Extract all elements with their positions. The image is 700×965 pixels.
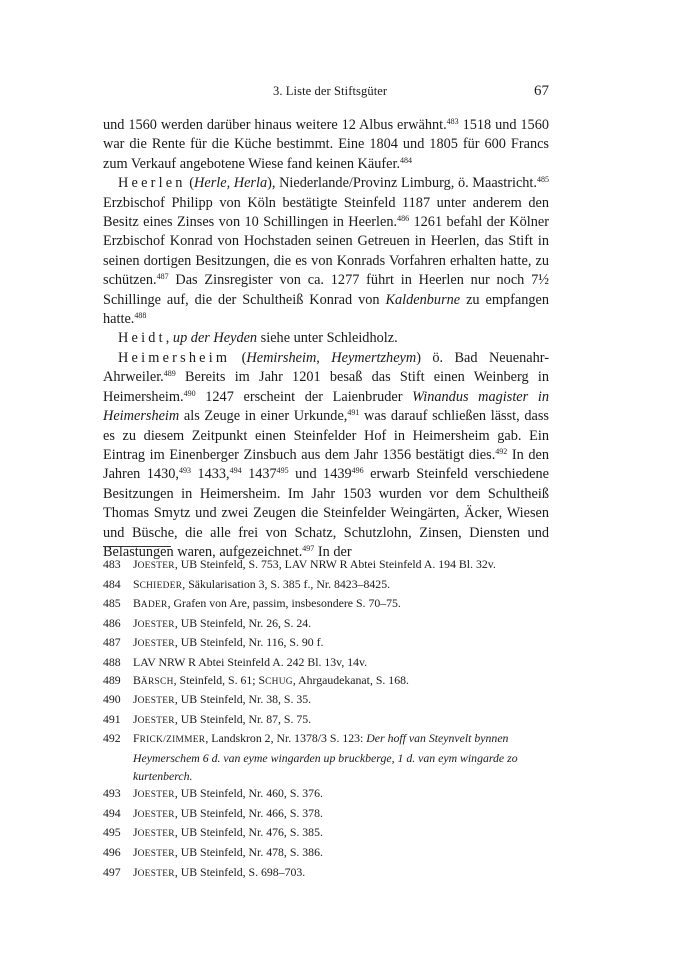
footnote-ref[interactable]: 483	[446, 117, 459, 126]
footnote-number: 497	[103, 864, 121, 879]
footnote-number: 494	[103, 805, 121, 820]
footnote-number: 485	[103, 596, 121, 611]
footnote-ref[interactable]: 488	[134, 311, 147, 321]
footnote-number: 495	[103, 825, 121, 840]
footnote-ref[interactable]: 496	[351, 466, 364, 476]
footnote: 489 BÄRSCH, Steinfeld, S. 61; SCHUG, Ahrgaudekanat, S. 168.	[103, 672, 549, 692]
footnote: 497 JOESTER, UB Steinfeld, S. 698–703.	[103, 864, 549, 884]
footnote: 484 SCHIEDER, Säkularisation 3, S. 385 f., Nr. 8423–8425.	[103, 576, 549, 596]
entry-heerlen: Heerlen (Herle, Herla), Niederlande/Provinz Limburg, ö. Maastricht.$^{485}$ Erzbischof Philipp von Köln bestätigte Steinfeld 1187 unter anderem den Besitz eines Zinses von 10 Schillingen in Heerlen.$^{486}$ 1261 befahl der Kölner Erzbischof Konrad von Hochstaden seinen Getreuen in Heerlen, das Stift in seinen dortigen Besitzungen, die es von Konrads Vorfahren erhalten hatte, zu schützen.$^{487}$ Das Zinsregister von ca. 1277 führt in Heerlen nur noch 7½ Schillinge auf, die der Schultheiß Konrad von Kaldenburne zu empfangen hatte.$^{488}$	[103, 175, 549, 328]
footnotes	[103, 556, 549, 883]
place-name: Heerlen	[118, 175, 186, 192]
paragraph-continuation: und 1560 werden darüber hinaus weitere 12 Albus erwähnt.$^{483}$ 1518 und 1560 war die Rente für die Küche bestimmt. Eine 1804 und 1805 für 600 Francs zum Verkauf angebotene Wiese fand keinen Käufer.$^{484}$	[103, 117, 550, 172]
footnote-ref[interactable]: 495	[276, 466, 289, 476]
footnote-ref[interactable]: 491	[347, 408, 360, 418]
place-name: Heimersheim	[118, 349, 231, 366]
footnote: 487 JOESTER, UB Steinfeld, Nr. 116, S. 90 f.	[103, 634, 549, 654]
footnote: 486 JOESTER, UB Steinfeld, Nr. 26, S. 24.	[103, 615, 549, 635]
footnote-ref[interactable]: 493	[178, 466, 191, 476]
footnote-divider	[103, 546, 171, 547]
footnote-number: 491	[103, 711, 121, 726]
entry-heimersheim: Heimersheim (Hemirsheim, Heymertzheym) ö. Bad Neuenahr-Ahrweiler.$^{489}$ Bereits im Jahr 1201 besaß das Stift einen Weinberg in Heimersheim.$^{490}$ 1247 erscheint der Laienbruder Winandus magister in Heimersheim als Zeuge in einer Urkunde,$^{491}$ was darauf schließen lässt, dass es zu diesem Zeitpunkt einen Steinfelder Hof in Heimersheim gab. Ein Eintrag im Einenberger Zinsbuch aus dem Jahr 1356 bestätigt dies.$^{492}$ In den Jahren 1430,$^{493}$ 1433,$^{494}$ 1437$^{495}$ und 1439$^{496}$ erwarb Steinfeld verschiedene Besitzungen in Heimersheim. Im Jahr 1503 wurden vor dem Schultheiß Thomas Smytz und zwei Zeugen die Steinfelder Weingärten, Äcker, Wiesen und Büsche, die alle frei von Schatz, Schutzlohn, Zinsen, Diensten und Belastungen waren, aufgezeichnet.$^{497}$ In der	[103, 349, 550, 560]
footnote: 492 FRICK/ZIMMER, Landskron 2, Nr. 1378/3 S. 123: Der hoff van Steynvelt bynnen Heymerschem 6 d. van eyme wingarden up bruckberge, 1 d. van eym wingarde zo kurtenberch.	[103, 730, 549, 785]
footnote: 494 JOESTER, UB Steinfeld, Nr. 466, S. 378.	[103, 805, 549, 825]
footnote-ref[interactable]: 489	[163, 369, 176, 379]
footnote-ref[interactable]: 487	[156, 272, 169, 282]
footnote-number: 486	[103, 615, 121, 630]
footnote: 488 LAV NRW R Abtei Steinfeld A. 242 Bl. 13v, 14v.	[103, 654, 549, 672]
page-header	[103, 84, 549, 104]
footnote-ref[interactable]: 486	[397, 214, 410, 224]
place-name: Heidt	[118, 330, 166, 347]
main-text	[103, 116, 549, 562]
running-title: 3. Liste der Stiftsgüter	[273, 84, 388, 98]
footnote: 495 JOESTER, UB Steinfeld, Nr. 476, S. 385.	[103, 824, 549, 844]
footnote-ref[interactable]: 490	[183, 388, 196, 398]
footnote-ref[interactable]: 494	[229, 466, 242, 476]
entry-heidt: Heidt, up der Heyden siehe unter Schleidholz.	[118, 330, 398, 347]
footnote-number: 484	[103, 576, 121, 591]
footnote-ref[interactable]: 485	[536, 175, 549, 185]
footnote: 491 JOESTER, UB Steinfeld, Nr. 87, S. 75.	[103, 711, 549, 731]
footnote-number: 488	[103, 654, 121, 669]
footnote: 493 JOESTER, UB Steinfeld, Nr. 460, S. 376.	[103, 785, 549, 805]
footnote: 483 JOESTER, UB Steinfeld, S. 753, LAV NRW R Abtei Steinfeld A. 194 Bl. 32v.	[103, 556, 549, 576]
footnote-ref[interactable]: 497	[302, 543, 315, 553]
footnote-number: 492	[103, 731, 121, 746]
footnote-ref[interactable]: 492	[495, 446, 508, 456]
footnote: 490 JOESTER, UB Steinfeld, Nr. 38, S. 35.	[103, 691, 549, 711]
footnote-number: 489	[103, 672, 121, 687]
footnote-number: 493	[103, 786, 121, 801]
footnote-number: 490	[103, 692, 121, 707]
footnote-number: 496	[103, 844, 121, 859]
footnote-number: 487	[103, 635, 121, 650]
footnote-number: 483	[103, 557, 121, 571]
footnote-ref[interactable]: 484	[400, 155, 413, 165]
page-number: 67	[534, 83, 549, 99]
footnote: 485 BADER, Grafen von Are, passim, insbesondere S. 70–75.	[103, 595, 549, 615]
footnote: 496 JOESTER, UB Steinfeld, Nr. 478, S. 386.	[103, 844, 549, 864]
